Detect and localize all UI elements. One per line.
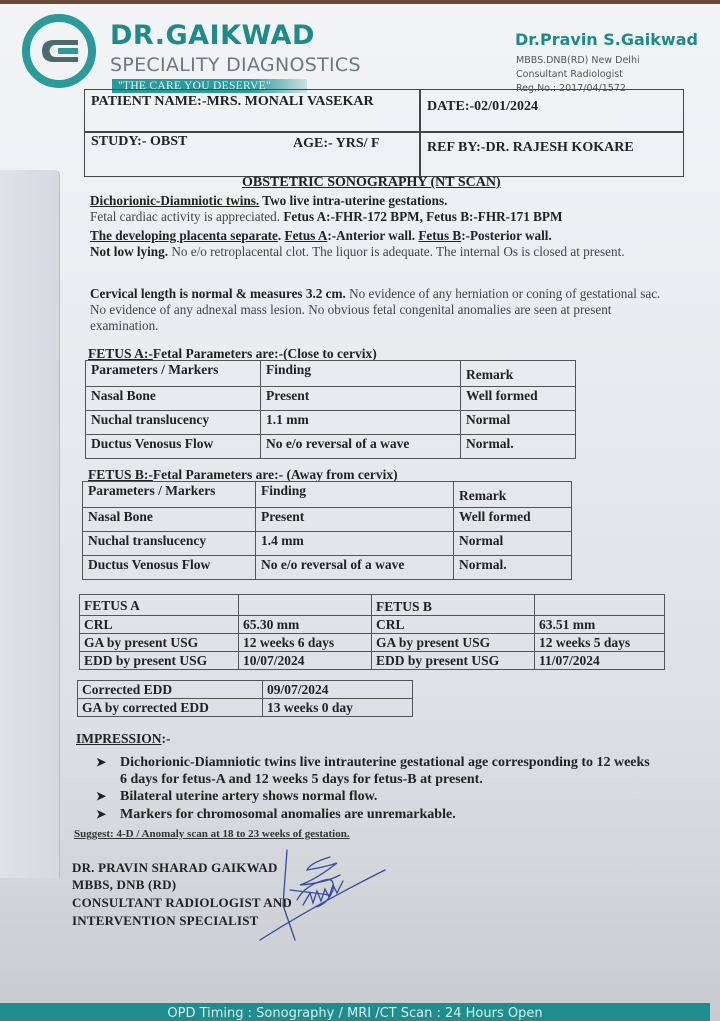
- table-row: [83, 532, 572, 556]
- finding-cell: 1.1 mm: [261, 411, 461, 435]
- impression-title: IMPRESSION:-: [76, 731, 171, 746]
- remark-cell: Well formed: [454, 508, 572, 532]
- brand-tagline: "THE CARE YOU DESERVE": [112, 79, 307, 93]
- value-cell: 12 weeks 5 days: [535, 634, 665, 652]
- signatory-name: DR. PRAVIN SHARAD GAIKWAD: [72, 860, 278, 875]
- finding-paragraph-2: Fetal cardiac activity is appreciated. Fetus A:-FHR-172 BPM, Fetus B:-FHR-171 BPM: [90, 209, 563, 224]
- impression-item: ➤ Bilateral uterine artery shows normal flow.: [96, 789, 378, 804]
- label-cell: GA by present USG: [372, 634, 535, 652]
- value-cell: 11/07/2024: [535, 652, 665, 670]
- suggestion-note: Suggest: 4-D / Anomaly scan at 18 to 23 weeks of gestation.: [74, 828, 350, 840]
- table-row: [80, 652, 665, 670]
- header-cell: Remark: [454, 482, 572, 508]
- report-date: DATE:-02/01/2024: [427, 99, 538, 114]
- table-header-row: [83, 482, 572, 508]
- param-cell: Ductus Venosus Flow: [86, 435, 261, 459]
- remark-cell: Normal: [461, 411, 576, 435]
- value-cell: 12 weeks 6 days: [239, 634, 372, 652]
- arrow-bullet-icon: ➤: [96, 789, 107, 803]
- param-cell: Nuchal translucency: [86, 411, 261, 435]
- fetus-a-label: FETUS A: [80, 595, 239, 616]
- table-row: [78, 699, 413, 717]
- table-row: [80, 634, 665, 652]
- patient-name: PATIENT NAME:-MRS. MONALI VASEKAR: [91, 94, 374, 109]
- value-cell: 63.51 mm: [535, 616, 665, 634]
- value-cell: 13 weeks 0 day: [263, 699, 413, 717]
- param-cell: Nuchal translucency: [83, 532, 256, 556]
- table-row: [86, 411, 576, 435]
- fetus-b-label: FETUS B: [372, 595, 535, 616]
- underlying-sheet: [0, 170, 60, 878]
- table-header-row: [80, 595, 665, 616]
- label-cell: Corrected EDD: [78, 681, 263, 699]
- header-cell: Parameters / Markers: [83, 482, 256, 508]
- label-cell: EDD by present USG: [80, 652, 239, 670]
- param-cell: Ductus Venosus Flow: [83, 556, 256, 580]
- table-row: [83, 508, 572, 532]
- brand-title: DR.GAIKWAD: [110, 20, 315, 51]
- doctor-registration: Reg.No.: 2017/04/1572: [516, 83, 626, 94]
- label-cell: GA by present USG: [80, 634, 239, 652]
- header-cell: Finding: [261, 361, 461, 387]
- remark-cell: Well formed: [461, 387, 576, 411]
- header-cell: Remark: [461, 361, 576, 387]
- study-type: STUDY:- OBST: [91, 134, 188, 149]
- footer-banner: OPD Timing : Sonography / MRI /CT Scan : 24 Hours Open: [0, 1003, 710, 1021]
- impression-item: ➤ Dichorionic-Diamniotic twins live intrauterine gestational age corresponding to 12 weeks 6 days for fetus-A and 12 weeks 5 days for fetus-B at present.: [96, 755, 650, 787]
- table-row: [83, 556, 572, 580]
- empty-cell: [535, 595, 665, 616]
- finding-cell: No e/o reversal of a wave: [261, 435, 461, 459]
- remark-cell: Normal: [454, 532, 572, 556]
- table-row: [86, 435, 576, 459]
- table-row: [78, 681, 413, 699]
- label-cell: EDD by present USG: [372, 652, 535, 670]
- header-cell: Parameters / Markers: [86, 361, 261, 387]
- referred-by: REF BY:-DR. RAJESH KOKARE: [427, 140, 634, 155]
- fetus-a-table-title: FETUS A:-Fetal Parameters are:-(Close to cervix): [88, 346, 377, 361]
- doctor-name: Dr.Pravin S.Gaikwad: [515, 30, 698, 49]
- finding-cell: 1.4 mm: [256, 532, 454, 556]
- value-cell: 10/07/2024: [239, 652, 372, 670]
- gestational-age-table: [79, 594, 665, 670]
- signatory-title: CONSULTANT RADIOLOGIST AND: [72, 895, 293, 910]
- handwritten-signature: [255, 845, 390, 945]
- label-cell: GA by corrected EDD: [78, 699, 263, 717]
- label-cell: CRL: [372, 616, 535, 634]
- patient-age: AGE:- YRS/ F: [293, 136, 380, 151]
- fetus-a-parameters-table: [85, 360, 576, 459]
- remark-cell: Normal.: [454, 556, 572, 580]
- table-row: [80, 616, 665, 634]
- arrow-bullet-icon: ➤: [96, 755, 107, 769]
- fetus-b-parameters-table: [82, 481, 572, 580]
- value-cell: 09/07/2024: [263, 681, 413, 699]
- param-cell: Nasal Bone: [86, 387, 261, 411]
- label-cell: CRL: [80, 616, 239, 634]
- value-cell: 65.30 mm: [239, 616, 372, 634]
- finding-paragraph-4: Not low lying. No e/o retroplacental clot. The liquor is adequate. The internal Os is closed at present.: [90, 244, 625, 259]
- arrow-bullet-icon: ➤: [96, 807, 107, 821]
- brand-subtitle: SPECIALITY DIAGNOSTICS: [110, 54, 361, 76]
- patient-info-box: [84, 89, 684, 177]
- table-row: [86, 387, 576, 411]
- finding-paragraph-5: Cervical length is normal & measures 3.2 cm. No evidence of any herniation or coning of gestational sac. No evidence of any adnexal mass lesion. No obvious fetal congenital anomalies are seen at present examination.: [90, 286, 661, 333]
- doctor-qualification: MBBS.DNB(RD) New Delhi: [516, 55, 640, 66]
- finding-paragraph-1: Dichorionic-Diamniotic twins. Two live intra-uterine gestations.: [90, 193, 448, 208]
- fetus-b-table-title: FETUS B:-Fetal Parameters are:- (Away from cervix): [88, 467, 398, 482]
- empty-cell: [239, 595, 372, 616]
- finding-paragraph-3: The developing placenta separate. Fetus A:-Anterior wall. Fetus B:-Posterior wall.: [90, 228, 552, 243]
- finding-cell: Present: [256, 508, 454, 532]
- signatory-qualification: MBBS, DNB (RD): [72, 877, 177, 892]
- corrected-edd-table: [77, 680, 413, 717]
- header-cell: Finding: [256, 482, 454, 508]
- finding-cell: Present: [261, 387, 461, 411]
- finding-cell: No e/o reversal of a wave: [256, 556, 454, 580]
- param-cell: Nasal Bone: [83, 508, 256, 532]
- signatory-specialty: INTERVENTION SPECIALIST: [72, 913, 259, 928]
- doctor-title: Consultant Radiologist: [516, 69, 623, 80]
- table-header-row: [86, 361, 576, 387]
- impression-item: ➤ Markers for chromosomal anomalies are unremarkable.: [96, 807, 456, 822]
- report-title: OBSTETRIC SONOGRAPHY (NT SCAN): [242, 175, 501, 190]
- remark-cell: Normal.: [461, 435, 576, 459]
- gaikwad-logo-icon: [20, 12, 98, 90]
